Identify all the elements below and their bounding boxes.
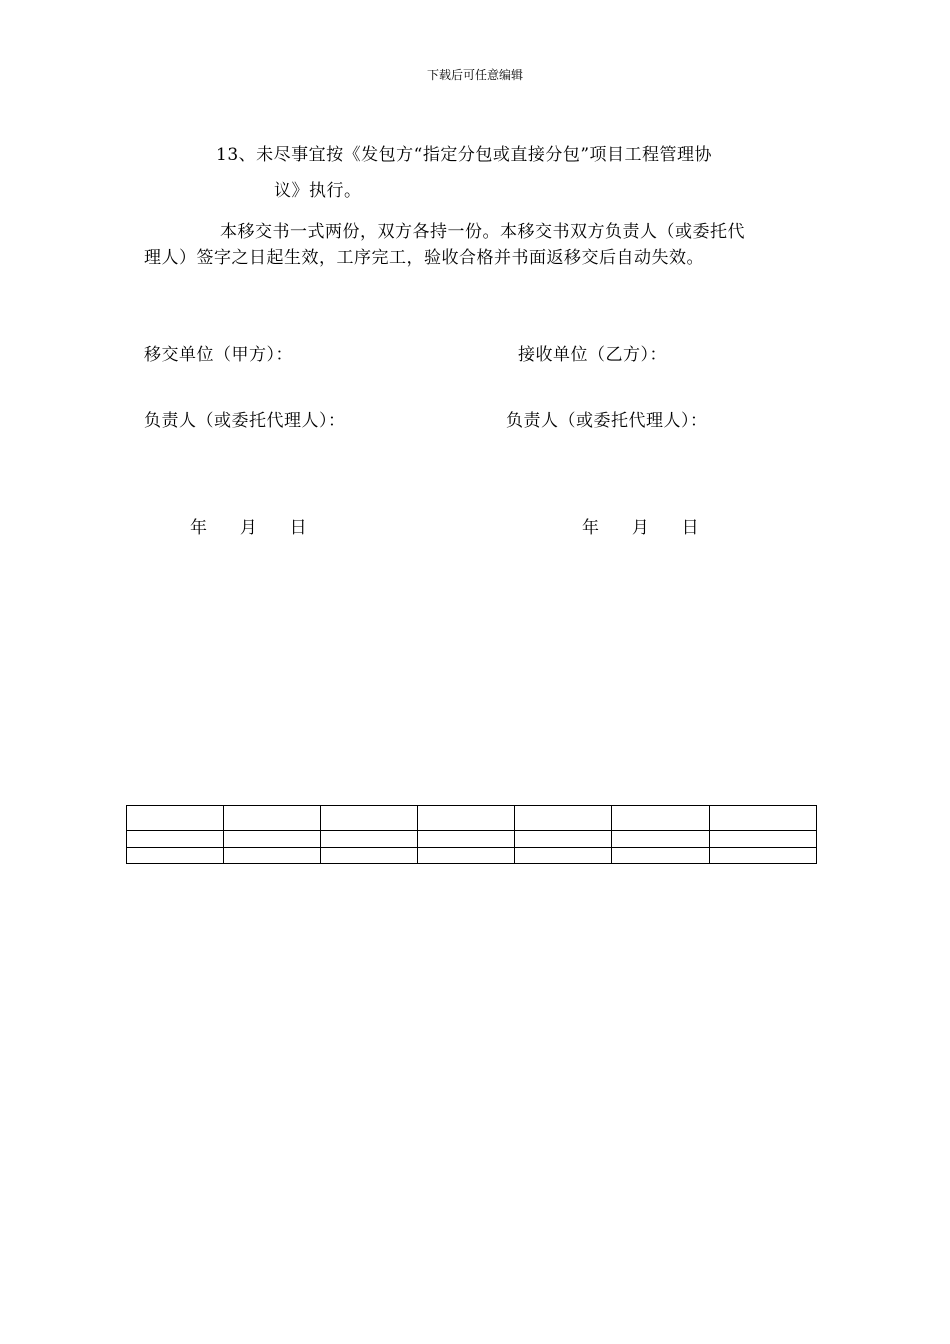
clause-13-line-2: 议》执行。 — [274, 181, 362, 201]
party-b-unit-label: 接收单位（乙方）： — [518, 345, 667, 365]
table-cell — [224, 848, 321, 864]
date-day-label: 日 — [681, 518, 699, 538]
table-cell — [127, 831, 224, 848]
table-cell — [418, 831, 515, 848]
table-row — [127, 848, 817, 864]
party-a-representative-label: 负责人（或委托代理人）： — [144, 411, 346, 431]
date-year-label: 年 — [582, 518, 599, 538]
table-cell — [612, 831, 710, 848]
table-cell — [515, 848, 612, 864]
table-cell — [612, 848, 710, 864]
table-cell — [224, 831, 321, 848]
table-cell — [127, 806, 224, 831]
table-cell — [710, 831, 817, 848]
table-cell — [418, 806, 515, 831]
date-year-label: 年 — [190, 518, 207, 538]
date-day-label: 日 — [289, 518, 307, 538]
empty-grid-table — [126, 805, 817, 864]
table-cell — [127, 848, 224, 864]
table-cell — [515, 806, 612, 831]
table-row — [127, 831, 817, 848]
party-b-date — [582, 513, 699, 538]
party-b-representative-label: 负责人（或委托代理人）： — [506, 411, 708, 431]
table-cell — [612, 806, 710, 831]
table-cell — [321, 806, 418, 831]
table-cell — [710, 848, 817, 864]
validity-paragraph-line-1: 本移交书一式两份，双方各持一份。本移交书双方负责人（或委托代 — [220, 222, 745, 242]
date-month-label: 月 — [239, 518, 257, 538]
table-cell — [710, 806, 817, 831]
validity-paragraph-line-2: 理人）签字之日起生效，工序完工，验收合格并书面返移交后自动失效。 — [144, 248, 704, 268]
table-cell — [321, 848, 418, 864]
table-row — [127, 806, 817, 831]
party-a-date — [190, 513, 307, 538]
clause-13-line-1: 13、未尽事宜按《发包方“指定分包或直接分包”项目工程管理协 — [216, 145, 713, 165]
table-cell — [321, 831, 418, 848]
date-month-label: 月 — [631, 518, 649, 538]
page-header: 下载后可任意编辑 — [426, 68, 523, 82]
party-a-unit-label: 移交单位（甲方）： — [144, 345, 293, 365]
table-cell — [418, 848, 515, 864]
table-cell — [224, 806, 321, 831]
table-cell — [515, 831, 612, 848]
